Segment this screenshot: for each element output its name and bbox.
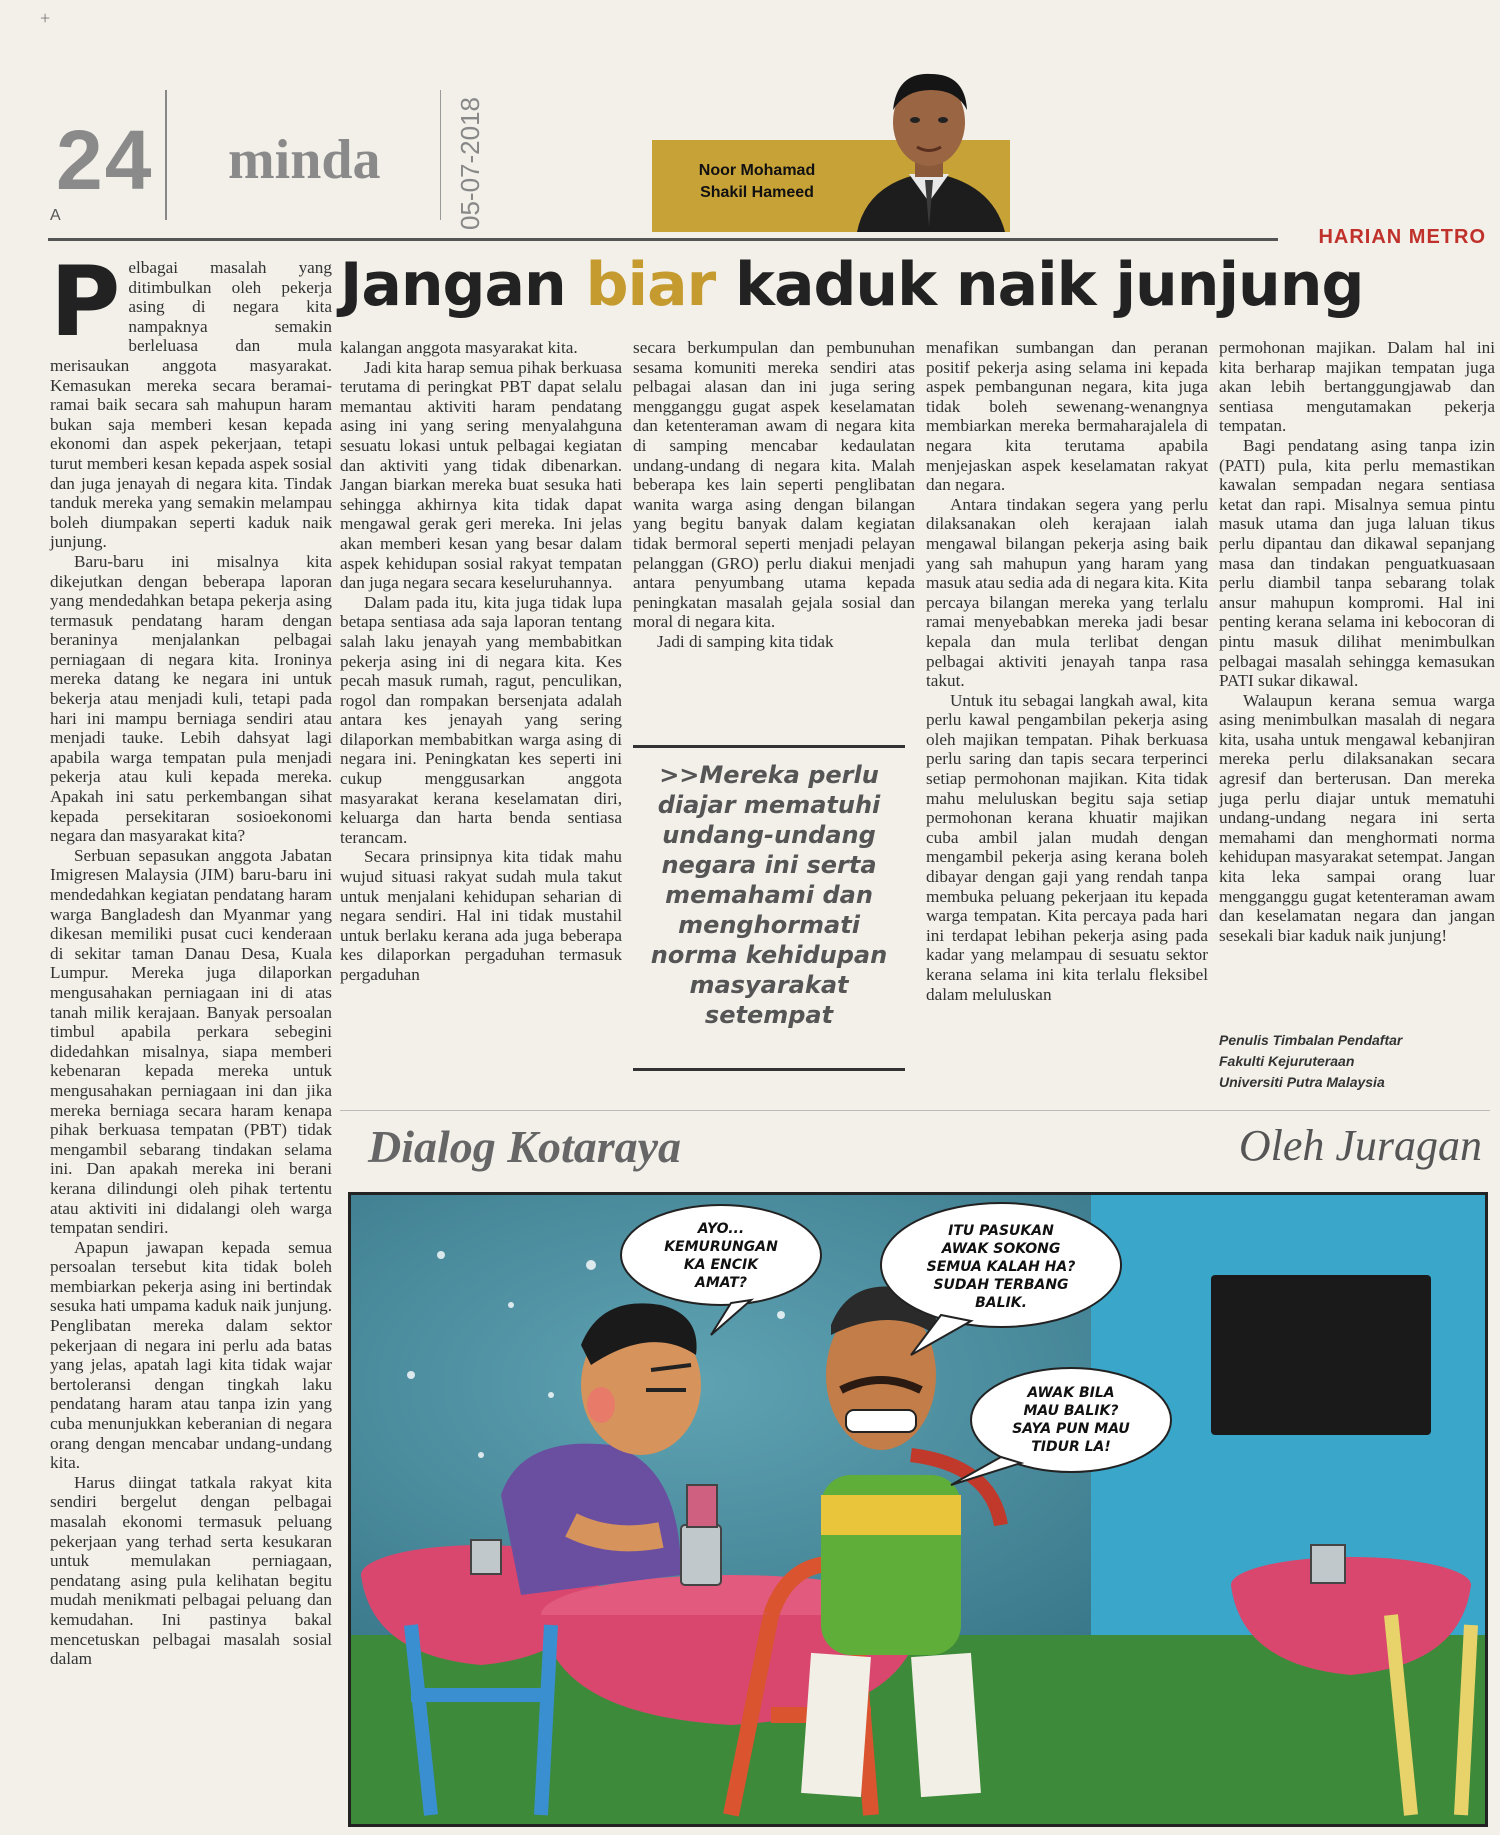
bubble1-line: AMAT? bbox=[695, 1275, 747, 1291]
article-column-5 bbox=[1219, 338, 1495, 945]
page-number: 24 bbox=[56, 113, 154, 207]
cartoon-panel bbox=[348, 1192, 1488, 1827]
cartoon-illustration bbox=[351, 1195, 1485, 1824]
paragraph: permohonan majikan. Dalam hal ini kita berharap majikan tempatan juga akan lebih bertanggungjawab dan sentiasa mengutamakan pekerja tempatan. bbox=[1219, 338, 1495, 436]
bubble1-line: AYO... bbox=[697, 1221, 745, 1237]
bubble1-line: KEMURUNGAN bbox=[664, 1239, 778, 1255]
bubble2-line: ITU PASUKAN bbox=[948, 1223, 1054, 1239]
bubble1-line: KA ENCIK bbox=[683, 1257, 759, 1273]
author-box bbox=[652, 140, 1010, 232]
paragraph bbox=[50, 246, 332, 552]
paragraph: Baru-baru ini misalnya kita dikejutkan dengan beberapa laporan yang mendedahkan betapa pekerja asing termasuk pendatang haram dengan beraninya menjalankan pelbagai perniagaan di negara kita. Ironinya mereka datang ke negara ini untuk bekerja atau menjadi kuli, tetapi pada hari ini mampu berniaga sendiri atau menjadi tauke. Lebih dahsyat lagi apabila warga tempatan pula menjadi pekerja atau kuli kepada mereka. Apakah ini satu perkembangan sihat kepada persekitaran sosioekonomi negara dan masyarakat kita? bbox=[50, 551, 332, 846]
paragraph: Jadi kita harap semua pihak berkuasa terutama di peringkat PBT dapat selalu memantau aktiviti haram pendatang asing ini yang sering menyalahguna sesuatu lokasi untuk pelbagai kegiatan dan aktiviti yang tidak dibenarkan. Jangan biarkan mereka buat sesuka hati sehingga akhirnya kita tidak dapat mengawal gerak geri mereka. Ini jelas akan memberi kesan yang besar dalam aspek kehidupan sosial rakyat tempatan dan juga negara secara keseluruhannya. bbox=[340, 357, 622, 593]
paragraph: secara berkumpulan dan pembunuhan sesama komuniti mereka sendiri atas pelbagai alasan dan ini juga sering mengganggu gugat aspek keselamatan dan ketenteraman awam di negara kita di samping mencabar kedaulatan undang-undang di negara kita. Malah beberapa kes lain seperti penglibatan wanita warga asing dengan bilangan yang begitu banyak dalam kegiatan tidak bermoral seperti menjadi pelayan pelanggan (GRO) perlu diakui menjadi antara penyumbang utama kepada peningkatan masalah gejala sosial dan moral di negara kita. bbox=[633, 338, 915, 632]
paragraph: Walaupun kerana semua warga asing menimbulkan masalah di negara kita, usaha untuk mengawal kebanjiran mereka perlu dilaksanakan secara agresif dan berterusan. Dan mereka juga perlu diajar untuk mematuhi undang-undang negara ini serta memahami dan menghormati norma kehidupan masyarakat setempat. Jangan kita leka sampai orang luar mengganggu gugat ketenteraman awam dan keselamatan negara dan jangan sesekali biar kaduk naik junjung! bbox=[1219, 690, 1495, 945]
crop-mark-icon: + bbox=[40, 8, 51, 28]
article-column-2 bbox=[340, 338, 622, 985]
headline-part2: kaduk naik junjung bbox=[715, 250, 1364, 320]
article-column-3 bbox=[633, 338, 915, 652]
paragraph: Secara prinsipnya kita tidak mahu wujud situasi rakyat sudah mula takut untuk menjalani kehidupan seharian di negara sendiri. Hal ini tidak mustahil untuk berlaku kerana ada juga beberapa kes dilaporkan pergaduhan termasuk pergaduhan bbox=[340, 847, 622, 984]
paragraph-text: elbagai masalah yang ditimbulkan oleh pekerja asing di negara kita nampaknya semakin berleluasa dan mula merisaukan anggota masyarakat. Kemasukan mereka secara beramai-ramai baik secara sah mahupun haram bukan saja memberi kesan kepada ekonomi dan aspek pekerjaan, tetapi turut memberi kesan kepada aspek sosial dan juga jenayah di negara kita. Tindak tanduk mereka yang semakin melampau boleh diumpakan seperti kaduk naik junjung. bbox=[50, 258, 332, 552]
paragraph: Antara tindakan segera yang perlu dilaksanakan oleh kerajaan ialah mengawal bilangan pekerja asing baik yang sah mahupun yang haram yang masuk atau sedia ada di negara kita. Kita percaya bilangan mereka yang terlalu ramai menyebabkan mereka jadi besar kepala dan mula terlibat dengan pelbagai aktiviti jenayah tanpa rasa takut. bbox=[926, 494, 1208, 691]
top-rule bbox=[48, 238, 1278, 241]
brand-logo bbox=[1318, 226, 1486, 249]
publication-date: 05-07-2018 bbox=[455, 97, 485, 230]
edition-letter: A bbox=[50, 207, 61, 224]
bubble3-line: MAU BALIK? bbox=[1023, 1403, 1119, 1419]
divider bbox=[440, 90, 441, 220]
section-rule bbox=[340, 1110, 1490, 1111]
paragraph: Jadi di samping kita tidak bbox=[657, 631, 834, 651]
author-signoff: Penulis Timbalan Pendaftar Fakulti Kejuruteraan Universiti Putra Malaysia bbox=[1219, 1032, 1403, 1090]
drop-cap: P bbox=[50, 246, 121, 358]
bubble2-line: BALIK. bbox=[975, 1295, 1027, 1311]
bubble3-line: AWAK BILA bbox=[1027, 1385, 1115, 1401]
bubble2-line: AWAK SOKONG bbox=[941, 1241, 1061, 1257]
paragraph: Serbuan sepasukan anggota Jabatan Imigresen Malaysia (JIM) baru-baru ini mendedahkan kegiatan pendatang haram warga Bangladesh dan Myanmar yang dikesan memiliki pusat cuci kenderaan di sekitar taman Danau Desa, Kuala Lumpur. Mereka juga dilaporkan mengusahakan perniagaan ini di atas tanah milik kerajaan. Banyak persoalan timbul apabila perkara sebegini didedahkan misalnya, siapa memberi kebenaran kepada mereka untuk mengusahakan perniagaan ini dan jika mereka berniaga secara haram kenapa pihak berkuasa tempatan (PBT) tidak mengambil sebarang tindakan selama ini. Dan apakah mereka ini berani kerana dilindungi oleh pihak tertentu atau aktiviti ini didalangi oleh warga tempatan sendiri. bbox=[50, 845, 332, 1238]
brand-metro: METRO bbox=[1408, 226, 1486, 248]
pullquote-rule-bottom bbox=[633, 1068, 905, 1071]
bubble2-line: SEMUA KALAH HA? bbox=[926, 1259, 1076, 1275]
paragraph: kalangan anggota masyarakat kita. bbox=[340, 338, 578, 357]
bubble3-line: TIDUR LA! bbox=[1031, 1439, 1111, 1455]
article-column-1 bbox=[50, 246, 332, 1669]
paragraph: Untuk itu sebagai langkah awal, kita perlu kawal pengambilan pekerja asing oleh majikan tempatan. Pihak berkuasa perlu saring dan tapis secara terperinci setiap permohonan majikan. Kita tidak mahu meluluskan begitu saja setiap permohonan kerana khuatir majikan cuba ambil jalan mudah dengan mengambil pekerja asing kerana boleh dibayar dengan gaji yang rendah tanpa membuka peluang pekerjaan itu kepada warga tempatan. Kita percaya pada hari ini terdapat lebihan pekerja asing pada kadar yang melampau di sesuatu sektor kerana selama ini kita terlalu fleksibel dalam meluluskan bbox=[926, 690, 1208, 1004]
author-photo bbox=[847, 52, 1012, 232]
cartoon-title: Dialog Kotaraya bbox=[368, 1121, 682, 1172]
television bbox=[1211, 1275, 1431, 1435]
bubble3-line: SAYA PUN MAU bbox=[1012, 1421, 1130, 1437]
pull-quote: >>Mereka perlu diajar mematuhi undang-undang negara ini serta memahami dan menghormati norma kehidupan masyarakat setempat bbox=[650, 761, 888, 1029]
cartoon-author: Oleh Juragan bbox=[1238, 1121, 1482, 1170]
headline-highlight: biar bbox=[585, 250, 716, 320]
divider bbox=[165, 90, 167, 220]
headline-part1: Jangan bbox=[340, 250, 586, 320]
author-name: Noor Mohamad Shakil Hameed bbox=[698, 162, 816, 201]
paragraph: menafikan sumbangan dan peranan positif pekerja asing selama ini kepada aspek pembangunan negara, kita juga tidak boleh sewenang-wenangnya membiarkan mereka bermaharajalela di negara kita terutama apabila menjejaskan aspek keselamatan rakyat dan negara. bbox=[926, 338, 1208, 495]
paragraph: Bagi pendatang asing tanpa izin (PATI) pula, kita perlu memastikan kawalan sempadan negara sentiasa ketat dan rapi. Misalnya semua pintu masuk utama dan juga laluan tikus perlu dipantau dan dikawal sepanjang masa dan tindakan penguatkuasaan perlu diambil tanpa sebarang tolak ansur mahupun kompromi. Hal ini penting kerana selama ini kebocoran di pintu masuk dilihat menimbulkan pelbagai masalah sehingga kemasukan PATI sukar dikawal. bbox=[1219, 435, 1495, 691]
paragraph: Apapun jawapan kepada semua persoalan tersebut kita tidak boleh membiarkan pekerja asing ini bertindak sesuka hati umpama kaduk naik junjung. Penglibatan mereka dalam sektor pekerjaan di negara ini perlu ada batas yang jelas, apatah lagi kita tidak wajar bertoleransi dengan tingkah laku pendatang haram atau tanpa izin yang cuba menunjukkan keberanian di negara orang dengan mencabar undang-undang kita. bbox=[50, 1237, 332, 1473]
bubble2-line: SUDAH TERBANG bbox=[933, 1277, 1069, 1293]
article-column-4 bbox=[926, 338, 1208, 1004]
headline bbox=[340, 250, 1363, 320]
section-name: minda bbox=[228, 129, 381, 191]
paragraph: Harus diingat tatkala rakyat kita sendiri bergelut dengan pelbagai masalah ekonomi termasuk peluang pekerjaan yang terhad serta kesukaran untuk memulakan perniagaan, pendatang asing pula kelihatan begitu mudah menikmati pelbagai peluang dan kemudahan. Ini pastinya bakal mencetuskan pelbagai masalah sosial dalam bbox=[50, 1472, 332, 1669]
brand-harian: HARIAN bbox=[1318, 226, 1409, 248]
paragraph: Dalam pada itu, kita juga tidak lupa betapa sentiasa ada saja laporan tentang salah laku jenayah yang membabitkan pekerja asing ini di negara kita. Kes pecah masuk rumah, ragut, penculikan, rogol dan rompakan bersenjata adalah antara kes jenayah yang sering dilaporkan membabitkan warga asing di negara ini. Peningkatan kes seperti ini cukup menggusarkan anggota masyarakat kerana keselamatan diri, keluarga dan harta benda sentiasa terancam. bbox=[340, 592, 622, 847]
pullquote-rule-top bbox=[633, 745, 905, 748]
